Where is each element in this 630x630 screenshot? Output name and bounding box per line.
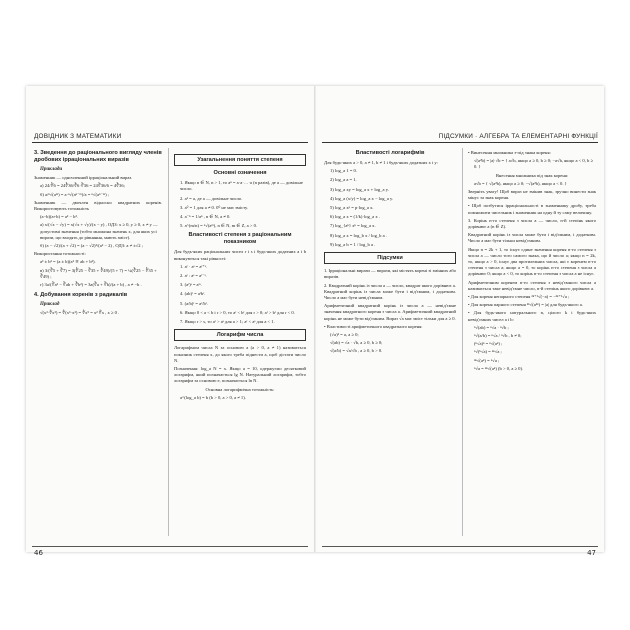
right-col-1 — [324, 150, 456, 357]
text-line: • Щоб позбутися ірраціональності в знаменнику дробу, треба помножити чисельник і знаменник на одну й ту саму величину. — [468, 203, 596, 215]
formula-line: ⁿ√(ab) = ⁿ√a · ⁿ√b ; — [474, 324, 509, 330]
formula-line: ⁿ√(a/b) = ⁿ√a / ⁿ√b , b ≠ 0; — [474, 333, 522, 339]
log-prop-item: 8) log_a x = log_b x / log_b a . — [330, 232, 387, 238]
def-item: 3. a⁰ = 1 для a ≠ 0. 0⁰ не має змісту. — [180, 204, 249, 210]
footer-rule — [322, 546, 598, 547]
box-title-power: Узагальнення поняття степеня — [174, 154, 306, 166]
text-line: • Для будь-якого натурального n, цілого k і будь-яких невід'ємних чисел a і b: — [468, 310, 596, 322]
examples-label: Приклади — [40, 167, 63, 172]
formula-line: ⁿᵏ√(aᵏ) = ⁿ√a ; — [474, 357, 500, 363]
text-line: • Для кореня парного степеня ²ᵏ√(a²ᵏ) = |a| для будь-якого a. — [468, 302, 583, 308]
log-prop-item: 5) log_a xᵖ = p·log_a x. — [330, 205, 374, 211]
props-intro: Для будь-яких раціональних чисел r і s і будь-яких додатних a і b виконуються такі рівності: — [174, 249, 306, 261]
box-title-summary: Підсумки — [324, 252, 456, 264]
book-spread — [26, 86, 604, 557]
formula-line: a³ ± b³ = (a ± b)(a² ∓ ab + b²). — [40, 259, 96, 265]
left-col-1 — [34, 150, 162, 319]
text-line: Використання тотожності: — [34, 251, 86, 257]
summary-item: Арифметичний квадратний корінь із числа a — невід'ємне значення квадратного кореня з числа a. Арифметичний квадратний корінь не може бути від'ємним. Вираз √a має зміст тільки для a ≥ 0. — [324, 303, 456, 321]
log-notation: Позначення: log_a N = x. Якщо a = 10, одержуємо десятковий логарифм, який позначається lg N. Натуральний логарифм, тобто логарифм за основою e, позначається ln N. — [174, 366, 306, 384]
prop-item: 7. Якщо r > s, то aʳ > aˢ для a > 1; aʳ < aˢ для a < 1. — [180, 319, 275, 325]
text-line: 3. Корінь n-го степеня з числа a — число, n-й степінь якого дорівнює a (n ∈ Z). — [468, 217, 596, 230]
text-line: Квадратний корінь із числа може бути і від'ємним, і додатним. Число a має бути тільки невід'ємним. — [468, 232, 596, 244]
formula-line: б) a/ⁿ√(aᵐ) = a·ⁿ√(aⁿ⁻ᵐ)/a = ⁿ√(aⁿ⁻ᵐ) ; — [40, 191, 110, 197]
text-line: Знаменник — двочлен відносно квадратних коренів. Використовують тотожність — [34, 199, 162, 212]
formula-line: (a−b)(a+b) = a² − b². — [40, 214, 78, 220]
text-line: • Винесення множника з-під знака кореня: — [468, 150, 551, 155]
log-prop-item: 9) log_a b = 1 / log_b a . — [330, 241, 376, 247]
formula-line: ⁿ√a = ⁿᵏ√(aᵏ) (b > 0, a ≥ 0). — [474, 365, 524, 371]
right-page — [316, 86, 604, 557]
log-prop-item: 3) log_a xy = log_a x + log_a y. — [330, 186, 389, 192]
summary-item: 2. Квадратний корінь із числа a — число, квадрат якого дорівнює a. Квадратний корінь із числа може бути і від'ємним, і додатним. Число a має бути невід'ємним. — [324, 282, 456, 301]
log-prop-item: 4) log_a (x/y) = log_a x − log_a y. — [330, 195, 394, 201]
defs-list — [174, 180, 306, 229]
column-divider — [168, 148, 169, 536]
formula-line: а) 24/∛6 = 24∛36/∛6·∛36 = 24∛36/6 = 4∛36; — [40, 183, 125, 189]
text-line: Зверніть увагу! Щоб вираз не змінив знак, зручно винести знак мінус за знак кореня. — [468, 189, 596, 201]
header-rule — [32, 142, 308, 143]
text-line: Внесення множника під знак кореня: — [495, 172, 569, 178]
log-prop-item: 6) log_a x = (1/k)·log_a x . — [330, 214, 380, 220]
formula-line: a√b = { √(a²b), якщо a ≥ 0; −√(a²b), якщо a < 0. } — [474, 180, 567, 186]
example-label: Приклад — [40, 302, 60, 308]
text-line: Якщо n = 2k + 1, то існує єдине значення кореня n-го степеня з числа a — число того самого знака, що й число a; якщо n = 2k, то, якщо a > 0, існує два протилежних числа, які є коренем n-го степеня з числа a; якщо a = 0, то корінь n-го степеня з числа a дорівнює 0; якщо a < 0, то корінь n-го степеня з числа a не існує. — [468, 246, 596, 277]
formula-line: √(x³·∜x³) = ∜(x⁶·x³) = ∜x⁹ = x² ∜x , x ≥ 0 . — [40, 310, 120, 316]
log-props-list — [324, 168, 456, 248]
prop-item: 5. (a/b)ʳ = aʳ/bʳ. — [180, 300, 208, 306]
formula-line: √(a²b) = |a|·√b = { a√b, якщо a ≥ 0, b ≥ 0; −a√b, якщо a < 0, b ≥ 0. } — [474, 158, 593, 170]
footer-rule — [32, 546, 308, 547]
def-item: 1. Якщо n ∈ N, n > 1, то aⁿ = a·a·…·a (n разів), де a — довільне число. — [180, 180, 303, 192]
text-line: Арифметичним коренем n-го степеня з невід'ємного числа a називається таке невід'ємне число, n-й степінь якого дорівнює a. — [468, 279, 596, 291]
left-col-2 — [174, 150, 306, 403]
summary-item: 1. Ірраціональні вирази — вирази, які містять корені зі змінних або виразів. — [324, 268, 456, 280]
formula-line: √(a/b) = √a/√b , a ≥ 0, b > 0. — [330, 348, 383, 354]
log-identity: a^(log_a b) = b (b > 0, a > 0, a ≠ 1). — [180, 394, 246, 400]
summary-item: • Властивості арифметичного квадратного кореня: — [324, 323, 423, 329]
prop-item: 2. aʳ : aˢ = aʳ⁻ˢ. — [180, 273, 207, 279]
page-number-left: 46 — [34, 549, 43, 557]
text-line: Знаменник — одночленний ірраціональний вираз. — [34, 175, 133, 181]
log-definition: Логарифмом числа N за основою a (a > 0, a ≠ 1) називається показник степеня x, до якого треба піднести a, щоб дістати число N. — [174, 345, 306, 363]
prop-item: 3. (aʳ)ˢ = aʳˢ. — [180, 282, 202, 288]
section-title-rationalize: 3. Зведення до раціонального вигляду членів дробових ірраціональних виразів — [34, 150, 162, 163]
running-head-left: ДОВІДНИК З МАТЕМАТИКИ — [34, 133, 122, 140]
prop-item: 4. (ab)ʳ = aʳbʳ. — [180, 291, 206, 297]
prop-item: 1. aʳ · aˢ = aʳ⁺ˢ. — [180, 263, 207, 269]
log-prop-item: 2) log_a a = 1. — [330, 177, 357, 183]
log-prop-item: 1) log_a 1 = 0. — [330, 168, 357, 174]
column-divider — [462, 148, 463, 536]
formula-line: ⁿ√(ᵏ√a) = ⁿᵏ√a ; — [474, 349, 502, 355]
running-head-right: ПІДСУМКИ · АЛГЕБРА ТА ЕЛЕМЕНТАРНІ ФУНКЦІЇ — [438, 133, 598, 140]
def-item: 5. a^(m/n) = ⁿ√(aᵐ), n ∈ N, m ∈ Z, a > 0. — [180, 223, 258, 229]
formula-line: √(ab) = √a · √b, a ≥ 0, b ≥ 0; — [330, 340, 383, 346]
formula-line: г) 3a/(∛a² − ∛ab + ∛b²) = 3a(∛a + ∛b)/(a + b) , a ≠ −b . — [40, 282, 142, 288]
right-col-2 — [468, 150, 596, 374]
basic-defs-title: Основні означення — [213, 170, 267, 177]
page-number-right: 47 — [587, 549, 596, 557]
box-title-log: Логарифм числа — [174, 329, 306, 341]
text-line: • Для кореня непарного степеня ²ᵏ⁺¹√(−a) = −²ᵏ⁺¹√a ; — [468, 294, 570, 300]
props-list — [174, 264, 306, 325]
section-title-roots: 4. Добування коренів з радикалів — [34, 292, 128, 299]
header-rule — [322, 142, 598, 143]
props-title: Властивості степеня з раціональним показником — [188, 232, 292, 246]
formula-line: (ⁿ√a)ᵏ = ⁿ√(aᵏ) ; — [474, 341, 503, 347]
formula-line: б) (a − √2)/(a + √2) = (a − √2)²/(a² − 2) , ОДЗ: a ≠ ±√2 ; — [40, 243, 144, 249]
def-item: 4. a⁻ⁿ = 1/aⁿ , n ∈ N, a ≠ 0. — [180, 214, 231, 220]
formula-line: в) 3/(∛5 + ∛7) = 3(∛25 − ∛35 + ∛49)/(5 + 7) = ¼(∛25 − ∛35 + ∛49) ; — [40, 267, 157, 279]
log-props-intro: Для будь-яких a > 0, a ≠ 1, b ≠ 1 і будь-яких додатних x і y: — [324, 160, 438, 165]
log-prop-item: 7) log_{aᵏ} xᵏ = log_a x. — [330, 223, 376, 229]
left-page — [26, 86, 314, 557]
def-item: 2. a¹ = a, де a — довільне число. — [180, 195, 243, 201]
formula-line: a) x/(√x − √y) = x(√x + √y)/(x − y) , ОДЗ: x ≥ 0, y ≥ 0, x ≠ y — допустимі значення (тобто множина значень x, для яких усі вирази, що входять до рівняння, мають зміст). — [40, 222, 158, 240]
log-identity-intro: Основна логарифмічна тотожність: — [205, 386, 275, 392]
prop-item: 6. Якщо 0 < a < b і r > 0, то aʳ < bʳ для r > 0; aʳ > bʳ для r < 0. — [180, 309, 295, 315]
log-props-title: Властивості логарифмів — [355, 150, 425, 156]
formula-line: (√a)² = a, a ≥ 0; — [330, 332, 359, 338]
